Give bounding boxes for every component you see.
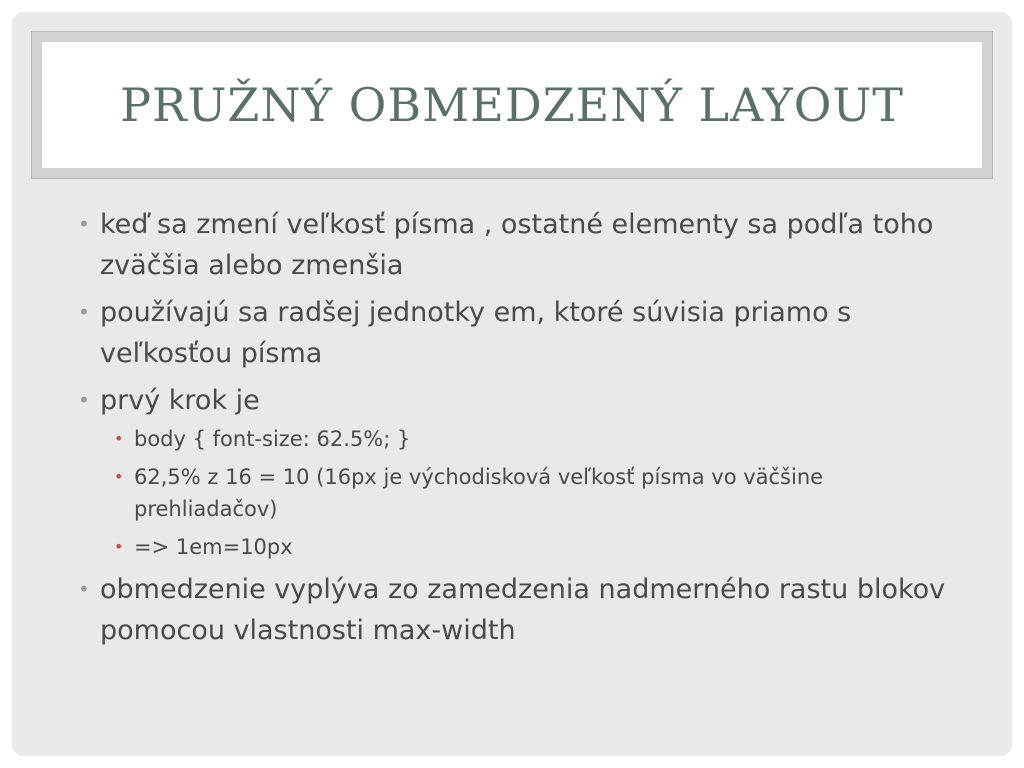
sub-bullet-item (100, 531, 972, 563)
bullet-item (72, 569, 972, 651)
title-box (42, 42, 982, 168)
sub-bullet-text: 62,5% z 16 = 10 (16px je východisková veľkosť písma vo väčšine prehliadačov) (134, 465, 824, 521)
bullet-item (72, 380, 972, 563)
sub-bullet-text: => 1em=10px (134, 535, 293, 559)
bullet-item (72, 204, 972, 286)
bullet-text: keď sa zmení veľkosť písma , ostatné elementy sa podľa toho zväčšia alebo zmenšia (100, 209, 934, 281)
sub-bullet-list (100, 423, 972, 563)
bullet-text: obmedzenie vyplýva zo zamedzenia nadmerného rastu blokov pomocou vlastnosti max-width (100, 574, 946, 646)
bullet-dot-icon: • (78, 212, 90, 236)
bullet-item (72, 292, 972, 374)
sub-bullet-dot-icon: • (114, 429, 124, 448)
sub-bullet-dot-icon: • (114, 467, 124, 486)
sub-bullet-text: body { font-size: 62.5%; } (134, 427, 411, 451)
slide-content (72, 204, 972, 657)
bullet-dot-icon: • (78, 577, 90, 601)
bullet-dot-icon: • (78, 388, 90, 412)
sub-bullet-dot-icon: • (114, 537, 124, 556)
sub-bullet-item (100, 423, 972, 455)
slide-title: PRUŽNÝ OBMEDZENÝ LAYOUT (120, 78, 904, 132)
bullet-dot-icon: • (78, 300, 90, 324)
bullet-text: prvý krok je (100, 385, 260, 416)
sub-bullet-item (100, 461, 972, 525)
bullet-list (72, 204, 972, 651)
title-frame (31, 31, 993, 179)
bullet-text: používajú sa radšej jednotky em, ktoré súvisia priamo s veľkosťou písma (100, 297, 852, 369)
slide (12, 12, 1012, 756)
